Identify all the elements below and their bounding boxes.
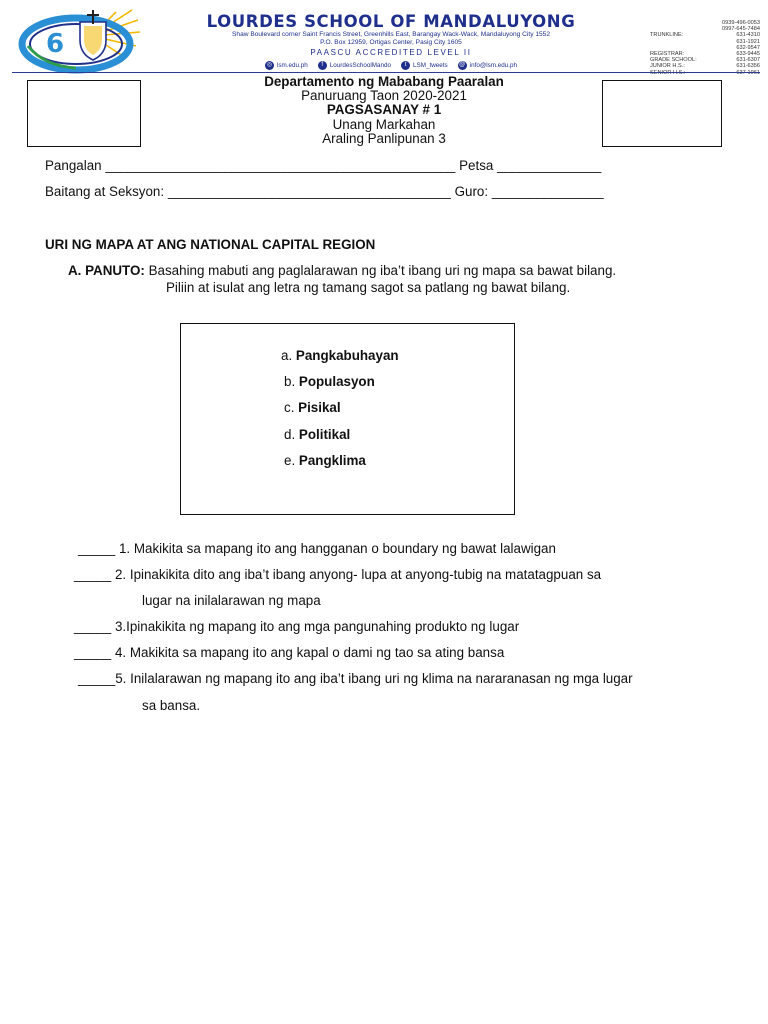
- instructions: [68, 263, 616, 296]
- social-links: [146, 61, 636, 70]
- name-field[interactable]: _______________________________________________: [105, 158, 456, 173]
- choice-a: a. Pangkabuhayan: [281, 348, 399, 363]
- subject: Araling Panlipunan 3: [322, 130, 446, 146]
- social-email[interactable]: @ info@lsm.edu.ph: [459, 62, 518, 69]
- choice-e: e. Pangklima: [284, 453, 366, 468]
- exercise-title: PAGSASANAY # 1: [326, 102, 442, 118]
- section-label: Baitang at Seksyon:: [45, 184, 165, 199]
- question-2-continued: lugar na inilalarawan ng mapa: [142, 593, 321, 608]
- choice-b: b. Populasyon: [284, 374, 375, 389]
- school-po-box: P.O. Box 12959, Ortigas Center, Pasig City 1605: [320, 39, 462, 46]
- social-twitter[interactable]: t LSM_tweets: [401, 61, 448, 70]
- question-4[interactable]: _____ 4. Makikita sa mapang ito ang kapal o dami ng tao sa ating bansa: [74, 645, 505, 660]
- social-website[interactable]: ◎ lsm.edu.ph: [266, 62, 308, 69]
- school-logo: [14, 6, 154, 74]
- contact-row: 632-9547: [736, 44, 760, 51]
- header-divider: [12, 72, 760, 73]
- question-1[interactable]: _____ 1. Makikita sa mapang ito ang hangganan o boundary ng bawat lalawigan: [78, 541, 556, 556]
- email-icon: @: [459, 62, 466, 68]
- contact-row: TRUNKLINE: 631-4310: [650, 32, 760, 39]
- contact-row: 0997-645-7484: [722, 26, 760, 33]
- contact-row: 0939-496-0053: [722, 20, 760, 26]
- instructions-line1: Basahing mabuti ang paglalarawan ng iba’t ibang uri ng mapa sa bawat bilang.: [148, 263, 617, 278]
- name-label: Pangalan: [45, 158, 102, 173]
- quarter: Unang Markahan: [332, 116, 436, 132]
- globe-icon: ◎: [266, 62, 273, 68]
- svg-text:6: 6: [46, 29, 65, 59]
- department-title: Departamento ng Mababang Paaralan: [264, 74, 504, 89]
- contact-row: REGISTRAR: 633-9445: [650, 51, 760, 58]
- right-blank-box: [602, 80, 722, 147]
- school-name: LOURDES SCHOOL OF MANDALUYONG: [206, 12, 576, 31]
- question-5-continued: sa bansa.: [142, 698, 201, 713]
- section-field[interactable]: ______________________________________: [167, 184, 451, 199]
- contact-row: SENIOR H.S.: 637-1961: [650, 69, 760, 76]
- left-blank-box: [27, 80, 141, 147]
- question-3[interactable]: _____ 3.Ipinakikita ng mapang ito ang mga pangunahing produkto ng lugar: [74, 619, 520, 634]
- school-seal-icon: [14, 6, 154, 74]
- instructions-line2: Piliin at isulat ang letra ng tamang sagot sa patlang ng bawat bilang.: [166, 279, 571, 295]
- teacher-field[interactable]: _______________: [491, 184, 604, 199]
- date-label: Petsa: [459, 158, 494, 173]
- contact-row: 631-1921: [736, 38, 760, 45]
- name-date-line: [45, 158, 601, 173]
- contact-row: GRADE SCHOOL: 631-6307: [650, 57, 760, 64]
- choice-c: c. Pisikal: [284, 400, 341, 415]
- question-2[interactable]: _____ 2. Ipinakikita dito ang iba’t ibang anyong- lupa at anyong-tubig na matatagpuan sa: [74, 567, 602, 582]
- contact-numbers: [650, 20, 760, 76]
- facebook-icon: f: [318, 61, 327, 70]
- teacher-label: Guro:: [454, 184, 489, 199]
- section-title: URI NG MAPA AT ANG NATIONAL CAPITAL REGION: [45, 237, 376, 252]
- accreditation: PAASCU ACCREDITED LEVEL II: [310, 48, 472, 57]
- instructions-label: A. PANUTO:: [68, 263, 145, 278]
- date-field[interactable]: ______________: [497, 158, 602, 173]
- section-teacher-line: [45, 184, 604, 199]
- twitter-icon: t: [401, 61, 410, 70]
- question-5[interactable]: _____5. Inilalarawan ng mapang ito ang iba’t ibang uri ng klima na nararanasan ng mga lugar: [78, 671, 633, 686]
- school-address: Shaw Boulevard corner Saint Francis Street, Greenhills East, Barangay Wack-Wack, Mandaluyong City 1552: [232, 31, 550, 38]
- title-block: [180, 75, 588, 146]
- choice-d: d. Politikal: [284, 427, 351, 442]
- social-facebook[interactable]: f LourdesSchoolMando: [318, 61, 391, 70]
- contact-row: JUNIOR H.S.: 631-6356: [650, 63, 760, 70]
- choices-box: [180, 323, 515, 515]
- school-year: Panuruang Taon 2020-2021: [301, 88, 467, 104]
